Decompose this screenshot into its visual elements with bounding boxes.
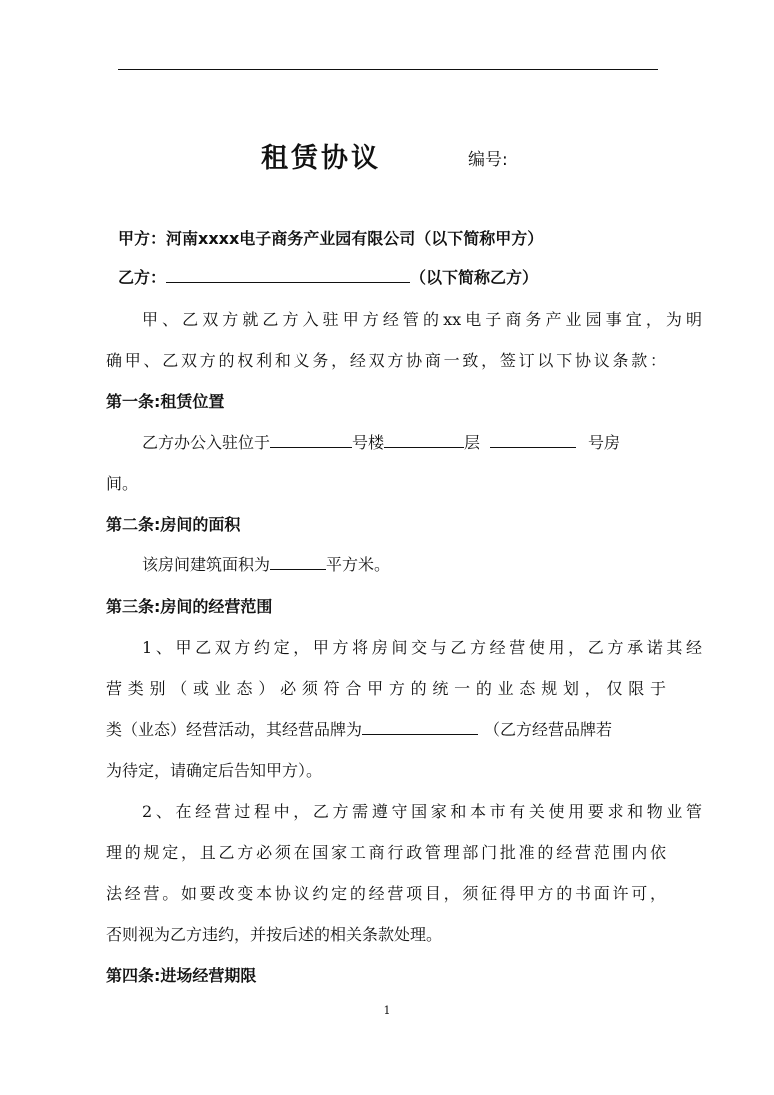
article-3-p1-line-3 <box>106 717 666 740</box>
article-1-heading: 第一条:租赁位置 <box>106 392 225 411</box>
intro-line-2: 确甲、乙双方的权利和义务，经双方协商一致，签订以下协议条款： <box>106 351 666 370</box>
document-title: 租赁协议 <box>261 143 381 174</box>
article-1-tail: 间。 <box>106 474 139 493</box>
article-3-p1-line-1: 1、甲乙双方约定，甲方将房间交与乙方经营使用，乙方承诺其经 <box>142 638 702 657</box>
floor-unit: 层 <box>464 433 481 452</box>
article-3-p1-line-2: 营类别（或业态）必须符合甲方的统一的业态规划，仅限于 <box>106 679 666 698</box>
article-2-heading: 第二条:房间的面积 <box>106 515 241 534</box>
party-b-blank[interactable] <box>166 266 410 283</box>
room-unit: 号房 <box>588 433 621 452</box>
header-rule <box>118 69 658 70</box>
article-1-location-line <box>106 430 702 453</box>
location-prefix: 乙方办公入驻位于 <box>142 433 271 452</box>
room-blank[interactable] <box>490 431 576 448</box>
serial-number-label: 编号: <box>468 150 508 170</box>
area-blank[interactable] <box>270 553 326 570</box>
intro-line-1: 甲、乙双方就乙方入驻甲方经管的xx电子商务产业园事宜，为明 <box>142 310 702 329</box>
article-3-p2-line-4: 否则视为乙方违约，并按后述的相关条款处理。 <box>106 925 443 944</box>
page-number: 1 <box>383 1004 391 1017</box>
title-row <box>0 136 774 176</box>
article-3-heading: 第三条:房间的经营范围 <box>106 597 273 616</box>
area-suffix: 平方米。 <box>326 555 391 574</box>
building-blank[interactable] <box>270 431 352 448</box>
brand-suffix: （乙方经营品牌若 <box>484 720 613 739</box>
party-b-line <box>118 265 678 288</box>
brand-prefix: 类（业态）经营活动，其经营品牌为 <box>106 720 363 739</box>
party-a-line: 甲方：河南xxxx电子商务产业园有限公司（以下简称甲方） <box>118 229 544 248</box>
article-3-p1-line-4: 为待定，请确定后告知甲方）。 <box>106 761 323 780</box>
article-3-p2-line-2: 理的规定，且乙方必须在国家工商行政管理部门批准的经营范围内依 <box>106 843 666 862</box>
article-3-p2-line-3: 法经营。如要改变本协议约定的经营项目，须征得甲方的书面许可， <box>106 884 666 903</box>
party-b-label: 乙方： <box>118 268 167 287</box>
article-3-p2-line-1: 2、在经营过程中，乙方需遵守国家和本市有关使用要求和物业管 <box>142 802 702 821</box>
party-b-suffix: （以下简称乙方） <box>410 268 539 287</box>
building-unit: 号楼 <box>352 433 385 452</box>
floor-blank[interactable] <box>384 431 464 448</box>
article-4-heading: 第四条:进场经营期限 <box>106 966 257 985</box>
area-prefix: 该房间建筑面积为 <box>142 555 271 574</box>
article-2-area-line <box>106 552 702 575</box>
brand-blank[interactable] <box>362 718 478 735</box>
